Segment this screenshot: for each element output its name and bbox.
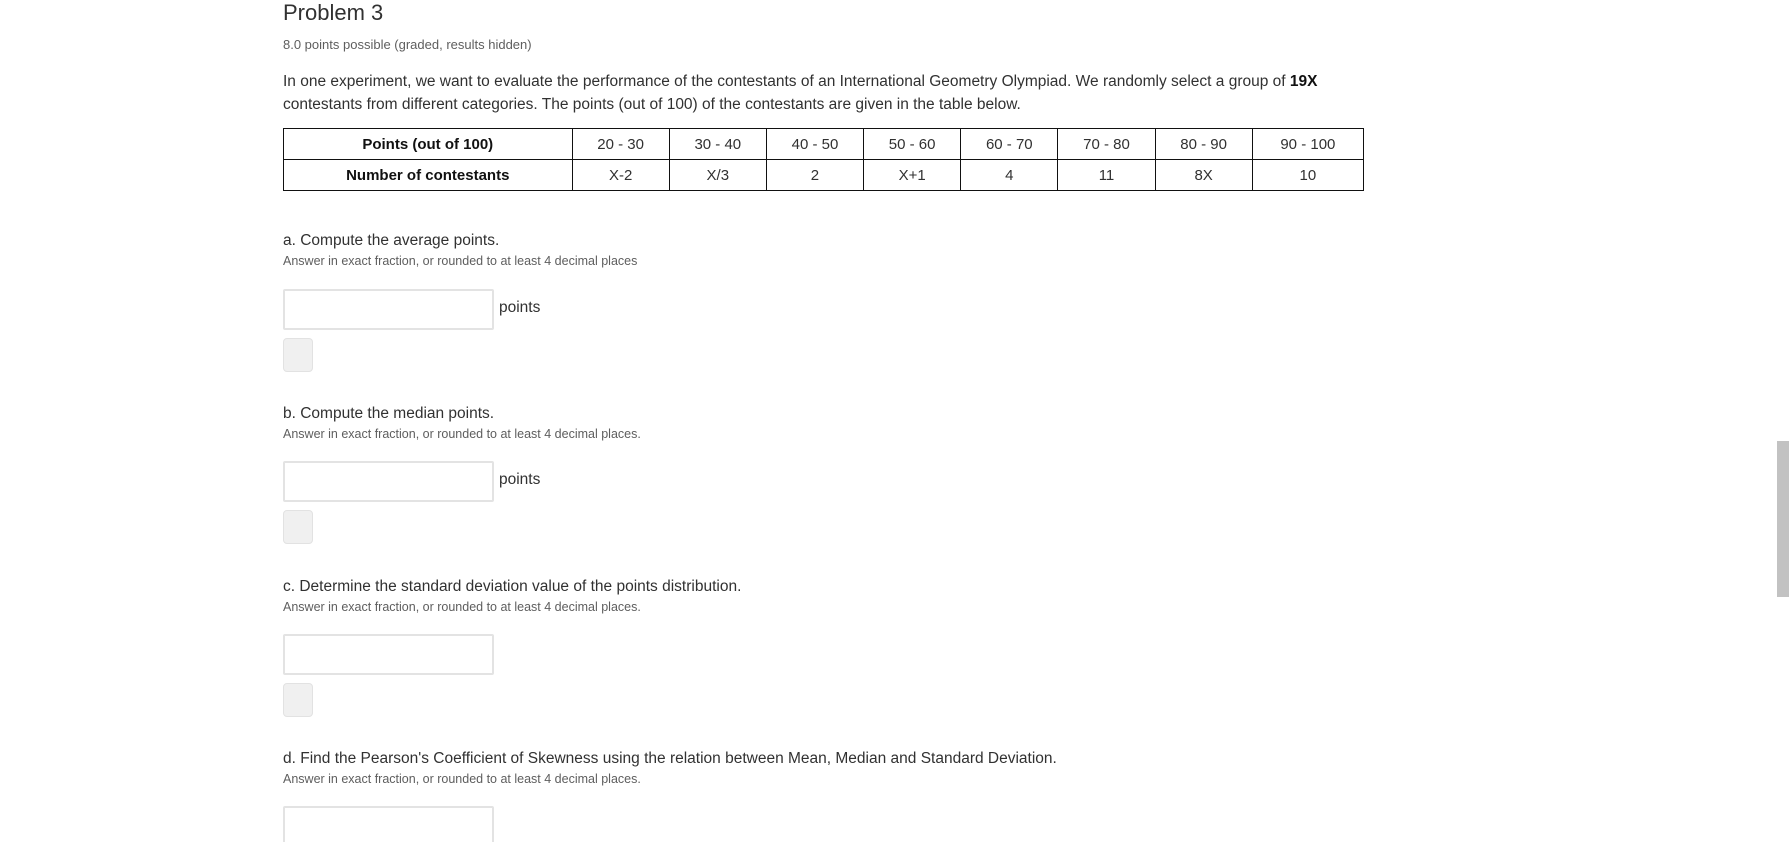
intro-text-start: In one experiment, we want to evaluate the performance of the contestants of an International Geometry Olympiad. We randomly select a group of	[283, 73, 1290, 90]
problem-title: Problem 3	[283, 0, 384, 25]
table-row-header: Points (out of 100)	[284, 129, 573, 160]
question-text: d. Find the Pearson's Coefficient of Skewness using the relation between Mean, Median and Standard Deviation.	[283, 750, 1057, 767]
answer-input-b[interactable]	[283, 461, 494, 502]
question-text: b. Compute the median points.	[283, 405, 495, 422]
question-hint: Answer in exact fraction, or rounded to at least 4 decimal places	[283, 254, 638, 268]
table-row-header: Number of contestants	[284, 160, 573, 191]
question-hint: Answer in exact fraction, or rounded to at least 4 decimal places.	[283, 427, 641, 441]
table-cell: 8X	[1155, 160, 1252, 191]
table-cell: 20 - 30	[572, 129, 669, 160]
question-hint: Answer in exact fraction, or rounded to at least 4 decimal places.	[283, 600, 641, 614]
status-indicator	[283, 683, 313, 717]
problem-intro	[283, 70, 1373, 116]
answer-row-c	[283, 634, 494, 675]
question-text: c. Determine the standard deviation value of the points distribution.	[283, 578, 742, 595]
table-cell: 11	[1058, 160, 1155, 191]
vertical-scrollbar[interactable]	[1774, 0, 1791, 842]
question-hint: Answer in exact fraction, or rounded to at least 4 decimal places.	[283, 772, 641, 786]
table-cell: 70 - 80	[1058, 129, 1155, 160]
question-d	[283, 749, 1383, 788]
answer-input-a[interactable]	[283, 289, 494, 330]
answer-row-a	[283, 289, 540, 330]
answer-row-d	[283, 806, 494, 842]
status-indicator	[283, 510, 313, 544]
unit-label: points	[499, 471, 541, 488]
intro-text-end: contestants from different categories. The points (out of 100) of the contestants are given in the table below.	[283, 96, 1021, 113]
table-cell: 90 - 100	[1252, 129, 1363, 160]
table-cell: 60 - 70	[961, 129, 1058, 160]
answer-input-c[interactable]	[283, 634, 494, 675]
points-table	[283, 128, 1364, 191]
table-cell: 40 - 50	[766, 129, 863, 160]
answer-input-d[interactable]	[283, 806, 494, 842]
question-b	[283, 404, 1383, 443]
table-cell: 30 - 40	[669, 129, 766, 160]
points-possible: 8.0 points possible (graded, results hidden)	[283, 37, 532, 52]
table-row-points	[284, 129, 1364, 160]
table-cell: X/3	[669, 160, 766, 191]
scrollbar-thumb[interactable]	[1777, 441, 1789, 597]
unit-label: points	[499, 299, 541, 316]
table-cell: 10	[1252, 160, 1363, 191]
table-row-counts	[284, 160, 1364, 191]
table-cell: 50 - 60	[864, 129, 961, 160]
intro-group-size: 19X	[1289, 73, 1318, 90]
question-a	[283, 231, 1383, 270]
table-cell: 4	[961, 160, 1058, 191]
table-cell: X-2	[572, 160, 669, 191]
problem-content	[283, 0, 1383, 786]
table-cell: 80 - 90	[1155, 129, 1252, 160]
table-cell: X+1	[864, 160, 961, 191]
status-indicator	[283, 338, 313, 372]
table-cell: 2	[766, 160, 863, 191]
question-c	[283, 577, 1383, 616]
question-text: a. Compute the average points.	[283, 232, 500, 249]
answer-row-b	[283, 461, 540, 502]
